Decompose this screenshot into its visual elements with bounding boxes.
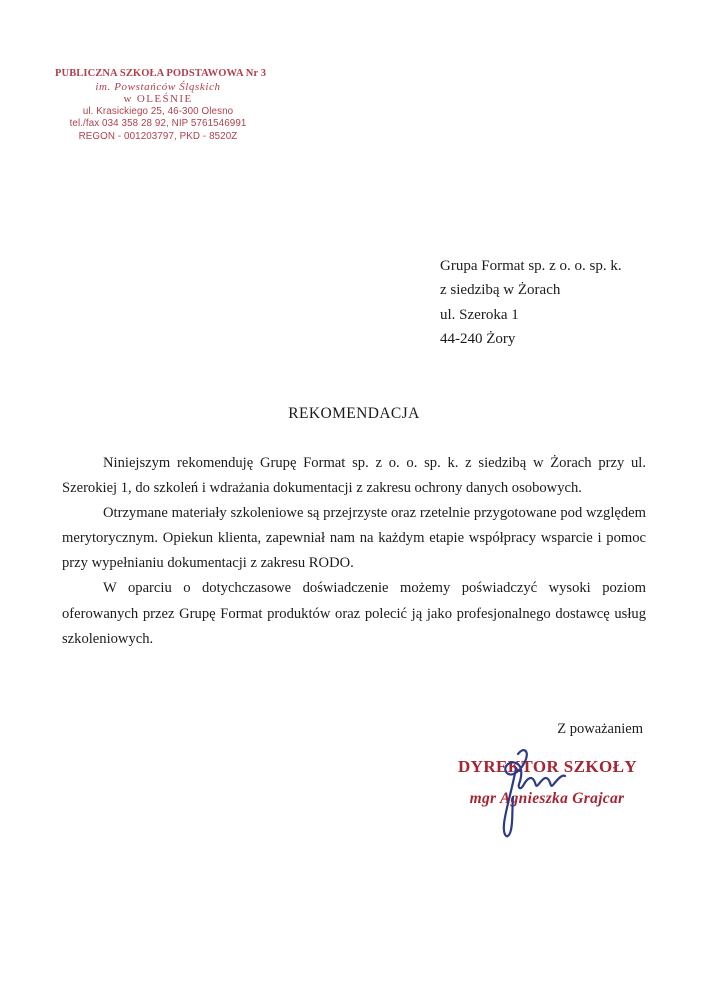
recipient-line: ul. Szeroka 1: [440, 306, 519, 323]
school-address: ul. Krasickiego 25, 46-300 Olesno: [82, 105, 234, 117]
valediction: Z poważaniem: [557, 721, 643, 737]
school-patron: im. Powstańców Śląskich: [95, 80, 221, 93]
recipient-line: Grupa Format sp. z o. o. sp. k.: [440, 258, 622, 274]
letter-body: [62, 451, 646, 652]
school-regon-pkd: REGON - 001203797, PKD - 8520Z: [78, 130, 238, 142]
recipient-line: 44-240 Żory: [440, 330, 516, 347]
recipient-address: [440, 254, 622, 351]
recipient-line: z siedzibą w Żorach: [440, 282, 561, 299]
document-title: REKOMENDACJA: [288, 405, 420, 422]
director-title: DYREKTOR SZKOŁY: [458, 757, 638, 776]
school-phone-nip: tel./fax 034 358 28 92, NIP 5761546991: [69, 118, 247, 129]
paragraph: Niniejszym rekomenduję Grupę Format sp. z o. o. sp. k. z siedzibą w Żorach przy ul. Szerokiej 1, do szkoleń i wdrażania dokumentacji z zakresu ochrony danych osobowych.: [62, 455, 646, 497]
school-city: w OLEŚNIE: [123, 93, 193, 105]
paragraph: W oparciu o dotychczasowe doświadczenie możemy poświadczyć wysoki poziom oferowanych przez Grupę Format produktów oraz polecić ją jako profesjonalnego dostawcę usług szkoleniowych.: [62, 580, 646, 647]
paragraph: Otrzymane materiały szkoleniowe są przejrzyste oraz rzetelnie przygotowane pod względem merytorycznym. Opiekun klienta, zapewniał nam na każdym etapie współpracy wsparcie i pomoc przy wypełnianiu dokumentacji z zakresu RODO.: [62, 505, 646, 572]
letterhead-stamp: [55, 68, 267, 143]
school-name: PUBLICZNA SZKOŁA PODSTAWOWA Nr 3: [55, 68, 267, 79]
director-stamp: [458, 757, 636, 808]
director-name: mgr Agnieszka Grajcar: [469, 790, 625, 807]
